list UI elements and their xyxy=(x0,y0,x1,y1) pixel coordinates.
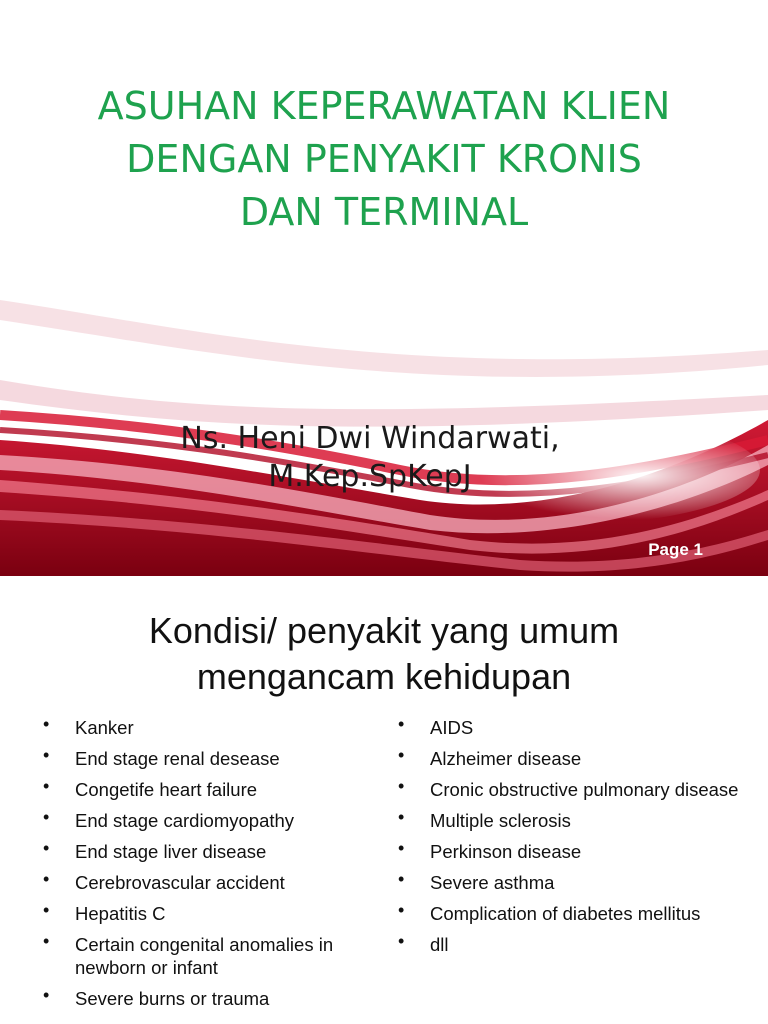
bullet-icon: • xyxy=(398,869,405,889)
list-item xyxy=(395,809,740,832)
bullet-icon: • xyxy=(43,869,50,889)
list-item xyxy=(40,747,370,770)
disease-list-left xyxy=(40,716,370,1018)
list-item-text: Certain congenital anomalies in newborn or infant xyxy=(75,934,334,978)
list-item-text: Perkinson disease xyxy=(430,841,582,862)
slide-title xyxy=(20,80,748,239)
list-item-text: End stage cardiomyopathy xyxy=(75,810,295,831)
list-item xyxy=(395,871,740,894)
list-item-text: Multiple sclerosis xyxy=(430,810,571,831)
author-line: M.Kep.SpKepJ xyxy=(268,459,472,494)
list-item-text: Hepatitis C xyxy=(75,903,166,924)
bullet-icon: • xyxy=(398,714,405,734)
list-item xyxy=(40,987,370,1010)
list-item xyxy=(40,933,370,979)
disease-list-right xyxy=(395,716,740,964)
bullet-icon: • xyxy=(43,838,50,858)
list-item xyxy=(40,716,370,739)
list-item-text: dll xyxy=(430,934,449,955)
title-line: mengancam kehidupan xyxy=(196,656,572,697)
bullet-icon: • xyxy=(43,807,50,827)
list-item-text: Kanker xyxy=(75,717,134,738)
list-item xyxy=(40,871,370,894)
title-line: DAN TERMINAL xyxy=(239,190,529,234)
list-item xyxy=(40,902,370,925)
list-item xyxy=(40,840,370,863)
title-line: DENGAN PENYAKIT KRONIS xyxy=(126,137,642,181)
author-name xyxy=(80,420,660,496)
list-item xyxy=(40,778,370,801)
slide-title xyxy=(20,608,748,700)
author-line: Ns. Heni Dwi Windarwati, xyxy=(180,421,560,456)
bullet-icon: • xyxy=(398,745,405,765)
list-item xyxy=(395,778,740,801)
slide-2 xyxy=(0,576,768,1024)
list-item xyxy=(395,933,740,956)
list-item-text: End stage liver disease xyxy=(75,841,267,862)
list-item-text: Alzheimer disease xyxy=(430,748,582,769)
bullet-icon: • xyxy=(398,838,405,858)
bullet-icon: • xyxy=(43,931,50,951)
bullet-icon: • xyxy=(398,807,405,827)
list-item xyxy=(395,840,740,863)
list-item-text: Congetife heart failure xyxy=(75,779,258,800)
list-item-text: Cronic obstructive pulmonary disease xyxy=(430,779,739,800)
page-number: Page 1 xyxy=(648,540,703,559)
bullet-icon: • xyxy=(43,900,50,920)
list-item-text: Cerebrovascular accident xyxy=(75,872,285,893)
bullet-icon: • xyxy=(398,900,405,920)
bullet-icon: • xyxy=(43,714,50,734)
list-item-text: Severe burns or trauma xyxy=(75,988,270,1009)
list-item xyxy=(395,902,740,925)
bullet-icon: • xyxy=(398,931,405,951)
bullet-icon: • xyxy=(43,985,50,1005)
list-item xyxy=(40,809,370,832)
bullet-icon: • xyxy=(398,776,405,796)
bullet-icon: • xyxy=(43,776,50,796)
bullet-icon: • xyxy=(43,745,50,765)
list-item-text: Complication of diabetes mellitus xyxy=(430,903,701,924)
list-item xyxy=(395,747,740,770)
list-item-text: End stage renal desease xyxy=(75,748,280,769)
list-item-text: Severe asthma xyxy=(430,872,555,893)
list-item-text: AIDS xyxy=(430,717,474,738)
list-item xyxy=(395,716,740,739)
title-line: ASUHAN KEPERAWATAN KLIEN xyxy=(97,84,671,128)
title-line: Kondisi/ penyakit yang umum xyxy=(148,610,620,651)
